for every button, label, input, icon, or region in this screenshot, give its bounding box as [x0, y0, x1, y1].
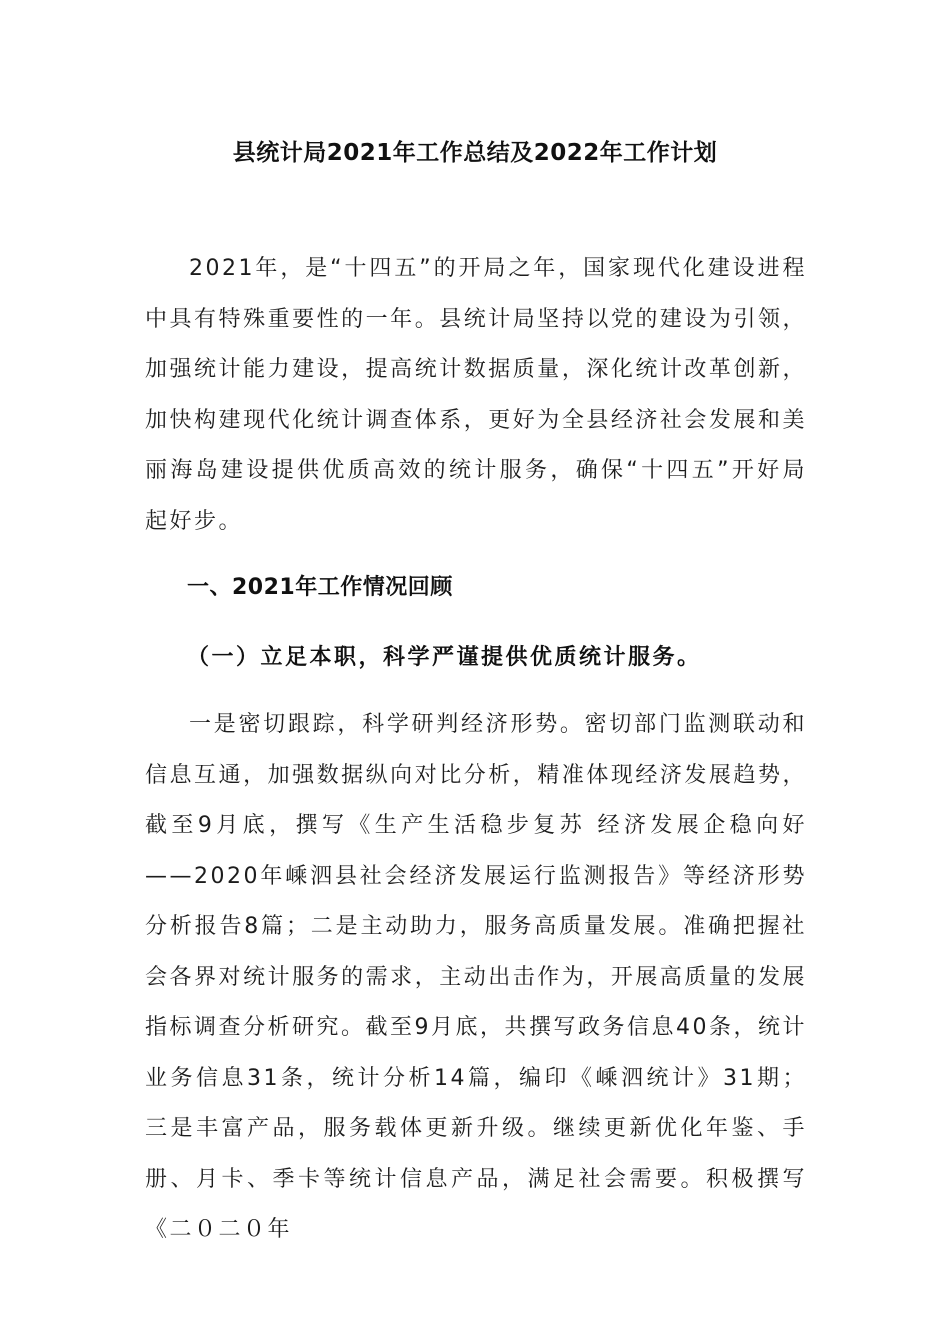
- body-paragraph: 一是密切跟踪，科学研判经济形势。密切部门监测联动和信息互通，加强数据纵向对比分析，精准体现经济发展趋势，截至9月底，撰写《生产生活稳步复苏 经济发展企稳向好——2020年嵊泗县社会经济发展运行监测报告》等经济形势分析报告8篇；二是主动助力，服务高质量发展。准确把握社会各界对统计服务的需求，主动出击作为，开展高质量的发展指标调查分析研究。截至9月底，共撰写政务信息40条，统计业务信息31条，统计分析14篇，编印《嵊泗统计》31期；三是丰富产品，服务载体更新升级。继续更新优化年鉴、手册、月卡、季卡等统计信息产品，满足社会需要。积极撰写《二０二０年: [145, 712, 807, 1242]
- document-title: 县统计局2021年工作总结及2022年工作计划: [232, 140, 718, 166]
- subsection-heading: （一）立足本职，科学严谨提供优质统计服务。: [187, 645, 702, 670]
- intro-paragraph: 2021年，是“十四五”的开局之年，国家现代化建设进程中具有特殊重要性的一年。县统计局坚持以党的建设为引领，加强统计能力建设，提高统计数据质量，深化统计改革创新，加快构建现代化统计调查体系，更好为全县经济社会发展和美丽海岛建设提供优质高效的统计服务，确保“十四五”开好局起好步。: [145, 256, 807, 534]
- section-heading: 一、2021年工作情况回顾: [187, 575, 453, 600]
